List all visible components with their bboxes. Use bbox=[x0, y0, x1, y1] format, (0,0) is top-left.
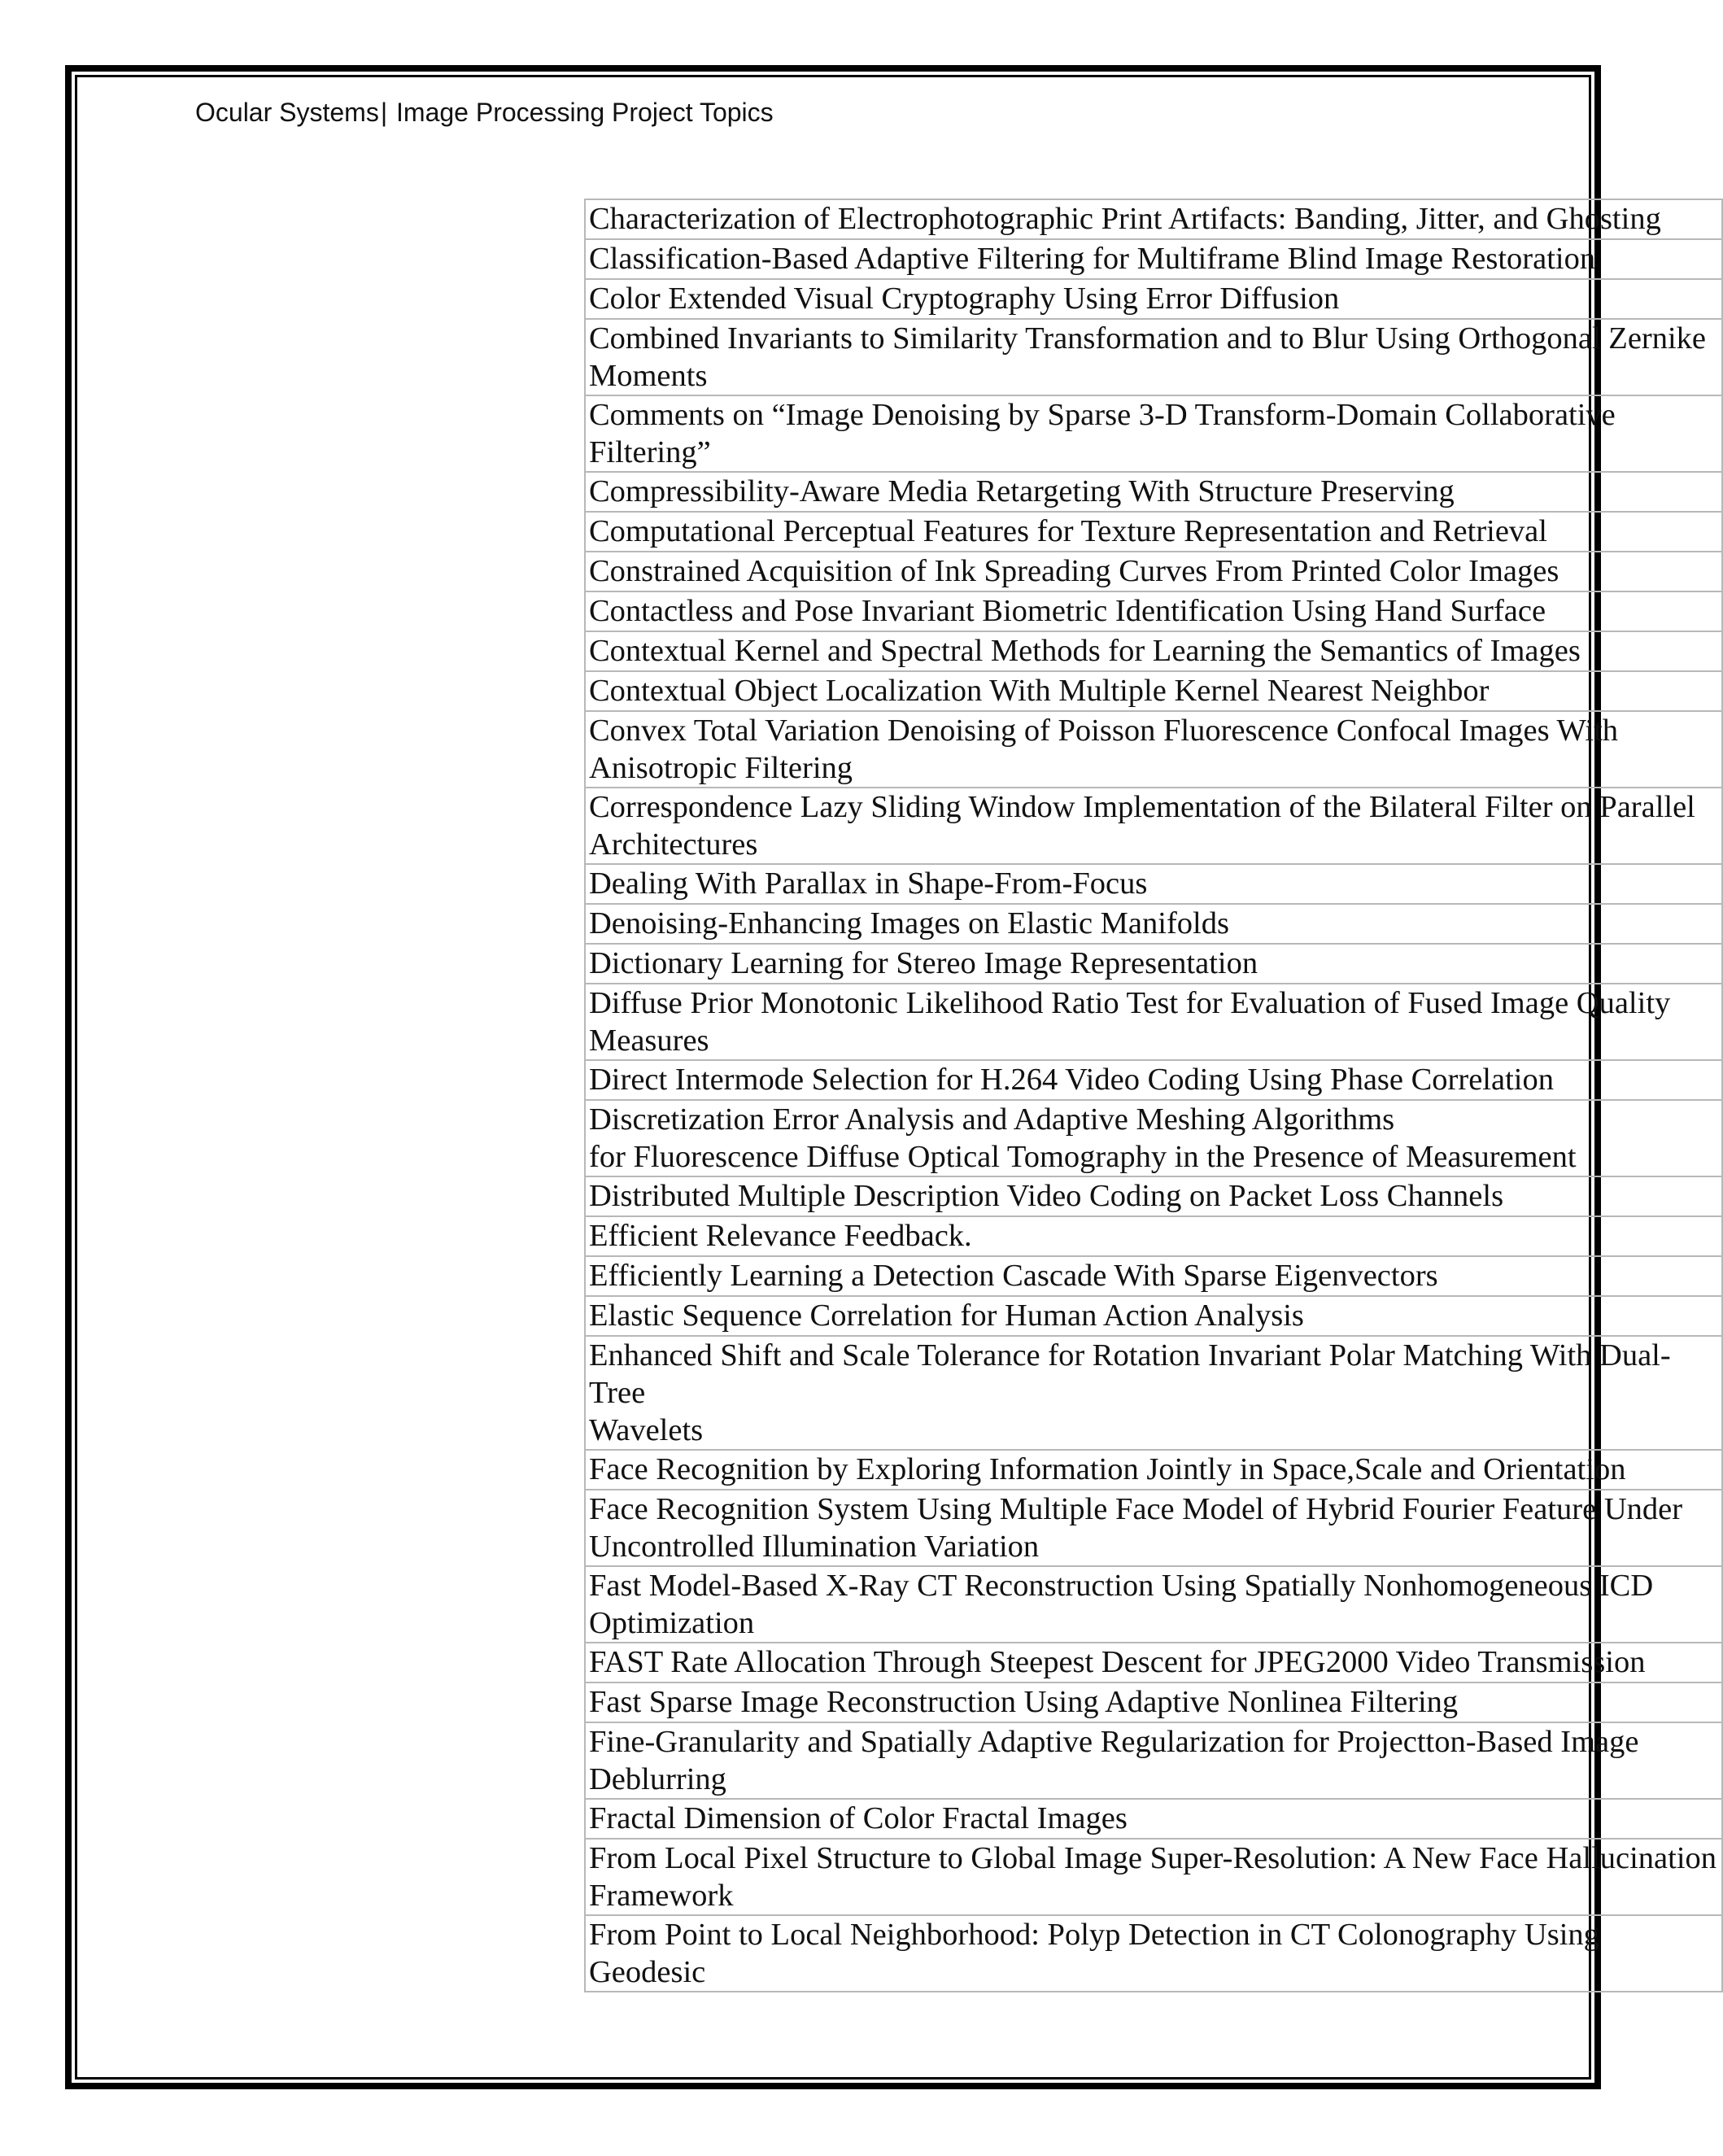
topic-cell: Elastic Sequence Correlation for Human Action Analysis bbox=[585, 1296, 1722, 1336]
topic-cell: Contactless and Pose Invariant Biometric Identification Using Hand Surface bbox=[585, 591, 1722, 631]
table-row bbox=[585, 1839, 1722, 1915]
topic-cell: Correspondence Lazy Sliding Window Implementation of the Bilateral Filter on Parallel Architectures bbox=[585, 788, 1722, 864]
table-row bbox=[585, 864, 1722, 904]
table-row bbox=[585, 591, 1722, 631]
table-row bbox=[585, 472, 1722, 512]
topic-cell: Dealing With Parallax in Shape-From-Focus bbox=[585, 864, 1722, 904]
table-row bbox=[585, 1915, 1722, 1992]
table-row bbox=[585, 512, 1722, 552]
topics-table-viewport bbox=[584, 199, 1717, 1989]
table-row bbox=[585, 1566, 1722, 1643]
header-title: Image Processing Project Topics bbox=[396, 98, 774, 127]
topic-cell: Fast Sparse Image Reconstruction Using Adaptive Nonlinea Filtering bbox=[585, 1682, 1722, 1722]
topic-cell: Color Extended Visual Cryptography Using Error Diffusion bbox=[585, 279, 1722, 319]
topic-cell: Discretization Error Analysis and Adaptive Meshing Algorithms for Fluorescence Diffuse Optical Tomography in the Presence of Measurement bbox=[585, 1100, 1722, 1176]
topic-cell: Fast Model-Based X-Ray CT Reconstruction Using Spatially Nonhomogeneous ICD Optimization bbox=[585, 1566, 1722, 1643]
topic-cell: Dictionary Learning for Stereo Image Representation bbox=[585, 944, 1722, 984]
topic-cell: Compressibility-Aware Media Retargeting With Structure Preserving bbox=[585, 472, 1722, 512]
table-row bbox=[585, 1336, 1722, 1450]
table-row bbox=[585, 239, 1722, 279]
topic-cell: Enhanced Shift and Scale Tolerance for Rotation Invariant Polar Matching With Dual-Tree Wavelets bbox=[585, 1336, 1722, 1450]
table-row bbox=[585, 1490, 1722, 1566]
topic-cell: Efficient Relevance Feedback. bbox=[585, 1216, 1722, 1256]
topic-cell: Fine-Granularity and Spatially Adaptive Regularization for Projectton-Based Image Deblurring bbox=[585, 1722, 1722, 1799]
table-row bbox=[585, 671, 1722, 711]
topic-cell: Computational Perceptual Features for Texture Representation and Retrieval bbox=[585, 512, 1722, 552]
table-row bbox=[585, 1256, 1722, 1296]
table-row bbox=[585, 1643, 1722, 1682]
table-row bbox=[585, 1176, 1722, 1216]
topic-cell: Face Recognition System Using Multiple Face Model of Hybrid Fourier Feature Under Uncontrolled Illumination Variation bbox=[585, 1490, 1722, 1566]
topic-cell: Diffuse Prior Monotonic Likelihood Ratio Test for Evaluation of Fused Image Quality Measures bbox=[585, 984, 1722, 1060]
table-row bbox=[585, 1799, 1722, 1839]
topic-cell: Constrained Acquisition of Ink Spreading Curves From Printed Color Images bbox=[585, 552, 1722, 591]
table-row bbox=[585, 319, 1722, 395]
topic-cell: Direct Intermode Selection for H.264 Video Coding Using Phase Correlation bbox=[585, 1060, 1722, 1100]
header-company: Ocular Systems bbox=[195, 98, 379, 127]
table-row bbox=[585, 711, 1722, 788]
topics-table-body bbox=[585, 199, 1722, 1992]
table-row bbox=[585, 395, 1722, 472]
topic-cell: Comments on “Image Denoising by Sparse 3-D Transform-Domain Collaborative Filtering” bbox=[585, 395, 1722, 472]
table-row bbox=[585, 199, 1722, 239]
topic-cell: Face Recognition by Exploring Information Jointly in Space,Scale and Orientation bbox=[585, 1450, 1722, 1490]
topic-cell: From Local Pixel Structure to Global Image Super-Resolution: A New Face Hallucination Framework bbox=[585, 1839, 1722, 1915]
table-row bbox=[585, 1296, 1722, 1336]
table-row bbox=[585, 1722, 1722, 1799]
table-row bbox=[585, 552, 1722, 591]
table-row bbox=[585, 788, 1722, 864]
topic-cell: Classification-Based Adaptive Filtering for Multiframe Blind Image Restoration bbox=[585, 239, 1722, 279]
topic-cell: Contextual Object Localization With Multiple Kernel Nearest Neighbor bbox=[585, 671, 1722, 711]
table-row bbox=[585, 1060, 1722, 1100]
topic-cell: Fractal Dimension of Color Fractal Images bbox=[585, 1799, 1722, 1839]
table-row bbox=[585, 944, 1722, 984]
table-row bbox=[585, 904, 1722, 944]
page-header bbox=[195, 98, 774, 128]
topic-cell: Combined Invariants to Similarity Transformation and to Blur Using Orthogonal Zernike Moments bbox=[585, 319, 1722, 395]
topic-cell: Convex Total Variation Denoising of Poisson Fluorescence Confocal Images With Anisotropic Filtering bbox=[585, 711, 1722, 788]
table-row bbox=[585, 1450, 1722, 1490]
table-row bbox=[585, 1682, 1722, 1722]
table-row bbox=[585, 984, 1722, 1060]
topic-cell: Distributed Multiple Description Video Coding on Packet Loss Channels bbox=[585, 1176, 1722, 1216]
topic-cell: From Point to Local Neighborhood: Polyp Detection in CT Colonography Using Geodesic bbox=[585, 1915, 1722, 1992]
table-row bbox=[585, 1100, 1722, 1176]
topic-cell: FAST Rate Allocation Through Steepest Descent for JPEG2000 Video Transmission bbox=[585, 1643, 1722, 1682]
table-row bbox=[585, 279, 1722, 319]
topic-cell: Contextual Kernel and Spectral Methods for Learning the Semantics of Images bbox=[585, 631, 1722, 671]
topic-cell: Characterization of Electrophotographic Print Artifacts: Banding, Jitter, and Ghosting bbox=[585, 199, 1722, 239]
topic-cell: Denoising-Enhancing Images on Elastic Manifolds bbox=[585, 904, 1722, 944]
table-row bbox=[585, 631, 1722, 671]
header-separator: | bbox=[380, 98, 388, 127]
topic-cell: Efficiently Learning a Detection Cascade With Sparse Eigenvectors bbox=[585, 1256, 1722, 1296]
table-row bbox=[585, 1216, 1722, 1256]
topics-table bbox=[584, 199, 1723, 1992]
